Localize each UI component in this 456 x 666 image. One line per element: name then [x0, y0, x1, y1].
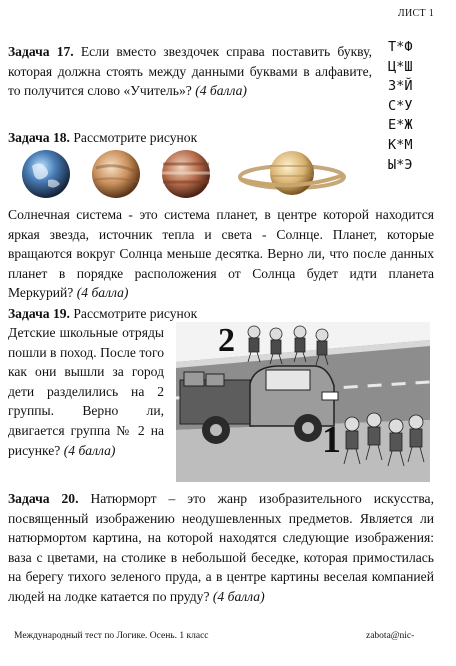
task-18-body: [8, 205, 434, 303]
letter-pair: З*Й: [388, 78, 413, 95]
letter-pair: Ц*Ш: [388, 58, 413, 75]
letter-pair: С*У: [388, 97, 413, 114]
footer-test-name: Международный тест по Логике. Осень. 1 класс: [14, 631, 209, 641]
task-20-points: (4 балла): [212, 588, 265, 604]
task-17-title: Задача 17.: [8, 44, 74, 59]
task-18-text: Солнечная система - это система планет, в центре которой находится яркая звезда, источник тепла и света - Солнце. Планет, которые вращаются вокруг Солнца меньше десятка. Верно ли, что после данных планет в порядке расположения от Солнца будет идти планета Меркурий?: [8, 207, 434, 301]
letter-pair: К*М: [388, 136, 413, 153]
letter-pair: Ы*Э: [388, 156, 413, 173]
task-19-intro: Рассмотрите рисунок: [73, 306, 198, 321]
group-1-label: 1: [322, 419, 341, 461]
task-19-body: [8, 323, 164, 460]
task-18-intro: Рассмотрите рисунок: [73, 130, 198, 145]
task-19-text: Детские школьные отряды пошли в поход. После того как они вышли за город дети разделились на 2 группы. Верно ли, двигается группа № 2 на рисунке?: [8, 325, 164, 458]
task-20: [8, 489, 434, 607]
jupiter-planet: [162, 150, 210, 198]
task-17: [8, 42, 372, 101]
task-19-heading: [8, 304, 197, 324]
hiking-illustration: [176, 322, 430, 482]
task-20-title: Задача 20.: [8, 491, 79, 506]
task-17-text: Если вместо звездочек справа поставить букву, которая должна стоять между данными буквами в алфавите, то получится слово «Учитель»?: [8, 44, 372, 99]
footer-email: zabota@nic-: [366, 631, 415, 641]
letter-pair: Е*Ж: [388, 117, 413, 134]
group-2-label: 2: [218, 322, 235, 359]
task-18-heading: [8, 128, 197, 148]
sheet-label: ЛИСТ 1: [397, 8, 434, 19]
earth-planet: [22, 150, 70, 198]
letter-pairs-column: [388, 38, 413, 175]
task-17-points: (4 балла): [195, 83, 247, 99]
saturn-planet: [240, 151, 344, 195]
task-18-title: Задача 18.: [8, 130, 70, 145]
task-19-title: Задача 19.: [8, 306, 70, 321]
task-18-points: (4 балла): [76, 285, 129, 301]
planets-figure: [20, 146, 350, 202]
venus-planet: [92, 150, 140, 198]
task-19-points: (4 балла): [63, 442, 116, 458]
letter-pair: Т*Ф: [388, 39, 413, 55]
task-20-text: Натюрморт – это жанр изобразительного искусства, посвященный изображению неодушевленных предметов. Является ли натюрмортом картина, на которой находятся следующие изображения: ваза с цветами, на столике в небольшой беседке, которая примостилась на берегу тихого зеленого пруда, а в центре картины веселая компанией людей на лодке катается по пруду?: [8, 491, 434, 604]
